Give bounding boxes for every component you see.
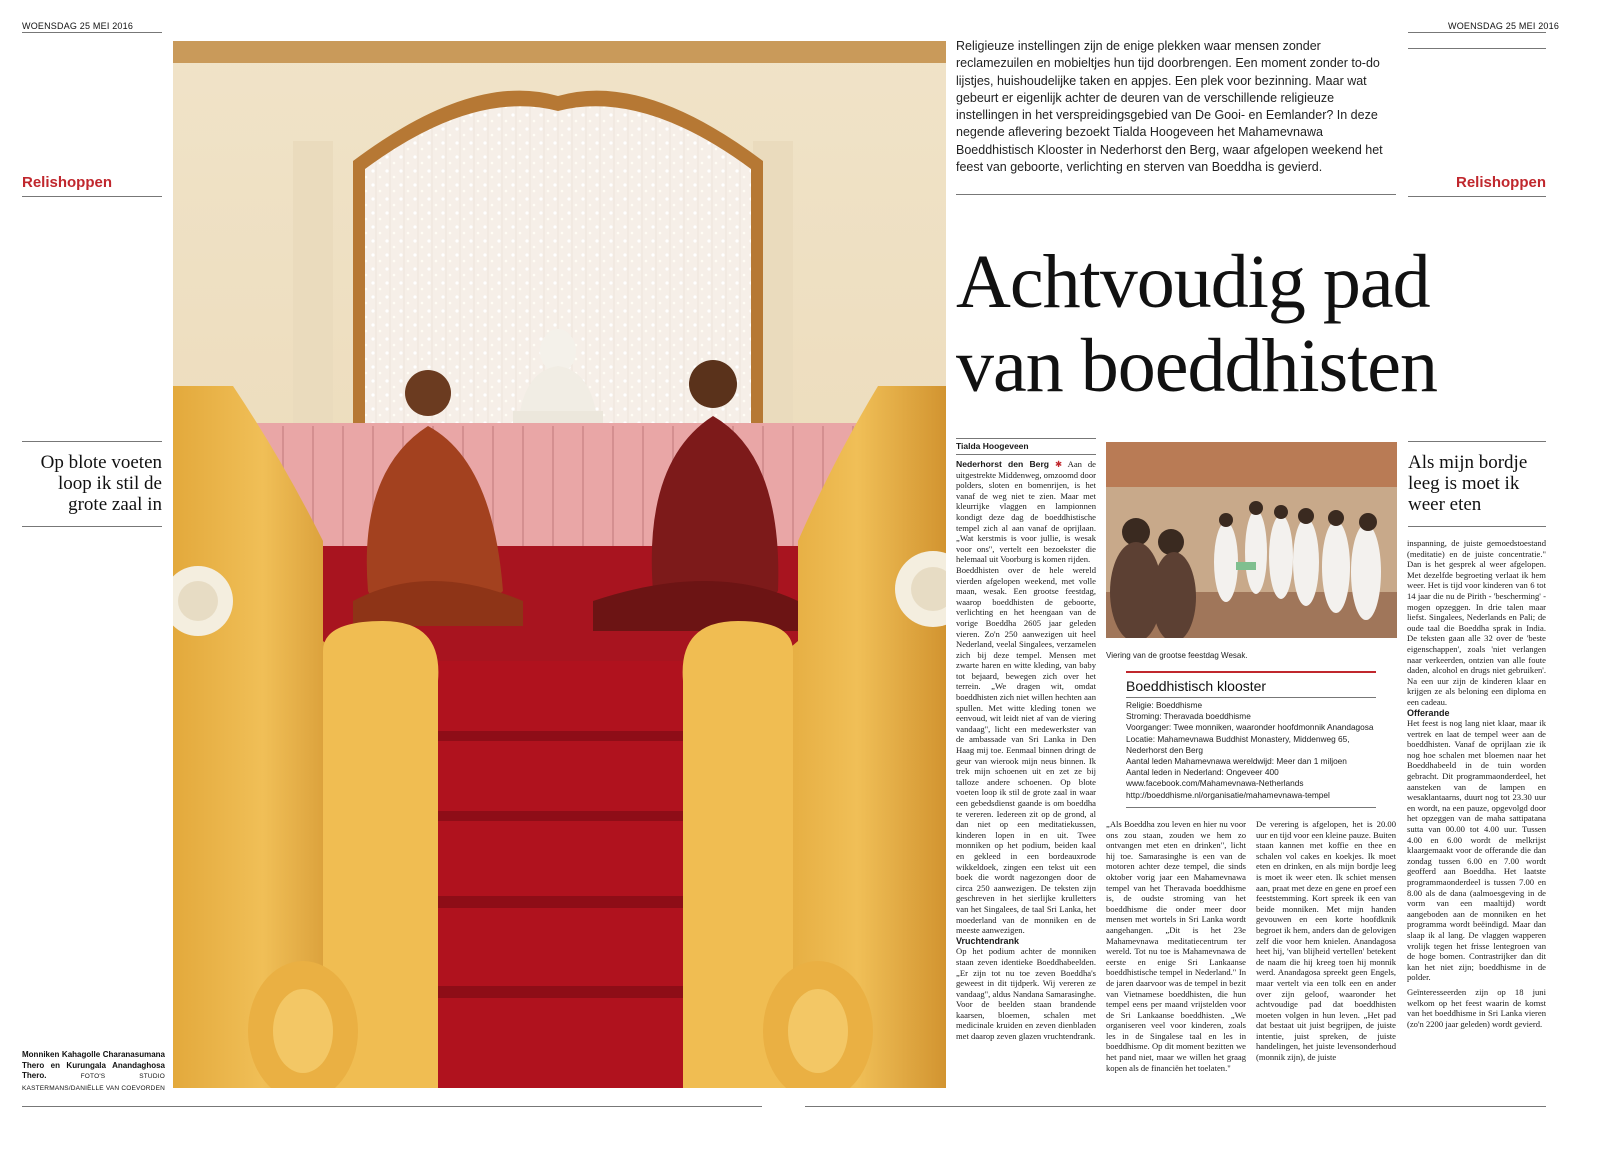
ceremony-photo-caption: Viering van de grootse feestdag Wesak. — [1106, 651, 1248, 660]
subheading-offerande: Offerande — [1407, 707, 1450, 718]
header-divider-left — [22, 32, 162, 33]
headline — [956, 240, 1556, 408]
header-divider-right — [1408, 32, 1546, 33]
col4-paragraph-1: inspanning, de juiste gemoedstoestand (meditatie) en de juiste concentratie." Dan is het gesprek al weer afgelopen. Met dezelfde begroeting verlaat ik hem weer. Het is tijd voor kinderen van 6 tot 14 jaar die nu de Pirith - 'bescherming' - mogen opzeggen. In drie talen maar liefst. Singalees, Nederlands en Pali; de oude taal die Boeddha sprak in India. De teksten gaan alle 32 over de 'beste eigenschappen', zoals 'niet verlangen naar verkeerden, ontzien van alle foute daden, alcohol en drugs niet gebruiken'. Na een uur zijn de kinderen klaar en krijgen ze als beloning een diploma en een cadeau. — [1407, 538, 1546, 707]
info-box-list — [1126, 700, 1376, 801]
col1-paragraph-2: Boeddhisten over de hele wereld vierden afgelopen weekend, met volle maan, wesak. Een grootse feestdag, waarop boeddhisten de geboorte, verlichting en het heengaan van de vorige Boeddha 2605 jaar geleden vieren. Zo'n 250 aanwezigen uit heel Nederland, veelal Singalees, verzamelen zich bij deze tempel. Mensen met zwarte haren en witte kleding, van baby tot bejaard, bewegen zich over het terrein. „We dragen wit, omdat boeddhisten zich niet willen hechten aan spullen. Met witte kleding tonen we eenvoud, wit leidt niet af van de viering vandaag", licht een medewerkster van de ambassade van Sri Lanka in Den Haag mij toe. Eenmaal binnen dringt de geur van wierook mijn neus binnen. Ik trek mijn schoenen uit en zet ze bij talloze andere schoenen. Op blote voeten loop ik stil de grote zaal in waar een gebedsdienst gaande is om boeddha te vereren. Iedereen zit op de grond, al dan niet op een meditatiekussen, kinderen lopen in en uit. Twee monniken op het podium, beiden kaal en gekleed in een bordeauxrode wikkeldoek, zingen een tekst uit een boek die wordt nagezongen door de circa 250 aanwezigen. De teksten zijn geschreven in het sierlijke krulletters van het Singalees, de taal Sri Lanka, het moederland van de monniken en de meeste aanwezigen. — [956, 564, 1096, 936]
section-divider-right — [1408, 196, 1546, 197]
page-date-right: WOENSDAG 25 MEI 2016 — [1448, 21, 1560, 31]
col1-paragraph-1: Aan de uitgestrekte Middenweg, omzoomd door polders, sloten en bomenrijen, is het vanaf de weg niet te zien. Maar met kleurrijke vlaggen en lampionnen kondigt deze dag de boeddhistische tempel zich al aan vanaf de oprijlaan. „Wat kerstmis is voor jullie, is wesak voor ons", vertelt een bezoekster die helemaal uit Voorburg is komen rijden. — [956, 459, 1096, 565]
main-photo-caption — [22, 1050, 165, 1094]
header-divider-right-2 — [1408, 48, 1546, 49]
footer-rule-right — [805, 1106, 1546, 1107]
col3-text: De verering is afgelopen, het is 20.00 uur en tijd voor een kleine pauze. Buiten staan kannen met koffie en thee en schalen vol cakes en koekjes. Ik moet eten en drinken, en als mijn bordje leeg is moet ik weer eten. Ik schiet mensen aan, praat met deze en gene en proef een feeststemming. Kort spreek ik een van beide monniken. Met mijn handen gevouwen en een korte hoofdknik begroet ik hem, anders dan de gelovigen zelf die voor hem knielen. Anandagosa heet hij, 'van blijheid vertellen' betekent de naam die hij kreeg toen hij monnik werd. Anandagosa spreekt geen Engels, maar vertelt via een tolk een en ander over zijn geloof, waaronder het achtvoudige pad dat boeddhisten moeten volgen in hun leven. „Het pad dat bestaat uit juist begrijpen, de juiste intentie, juist spreken, de juiste handelingen, het juiste levensonderhoud (monnik zijn), de juiste — [1256, 819, 1396, 1063]
pull-quote-rule-bottom-left — [22, 526, 162, 527]
main-photo-caption-text: Monniken Kahagolle Charanasumana Thero en Kurungala Anandaghosa Thero. — [22, 1050, 165, 1080]
info-box-rule-bottom — [1126, 807, 1376, 808]
pull-quote-rule-top-right — [1408, 441, 1546, 442]
info-line-voorganger: Voorganger: Twee monniken, waaronder hoofdmonnik Anandagosa — [1126, 722, 1374, 733]
info-line-stroming: Stroming: Theravada boeddhisme — [1126, 711, 1251, 722]
page-date-left: WOENSDAG 25 MEI 2016 — [22, 21, 134, 31]
subheading-vruchtendrank: Vruchtendrank — [956, 935, 1020, 946]
ceremony-photo — [1106, 442, 1397, 638]
info-box-rule-top — [1126, 671, 1376, 673]
byline: Tialda Hoogeveen — [956, 441, 1029, 451]
dateline: Nederhorst den Berg — [956, 459, 1050, 469]
byline-rule-bottom — [956, 454, 1096, 455]
headline-line-2: van boeddhisten — [956, 324, 1438, 408]
section-divider-left — [22, 196, 162, 197]
pull-quote-rule-bottom-right — [1408, 526, 1546, 527]
article-column-4 — [1407, 538, 1546, 1089]
headline-line-1: Achtvoudig pad — [956, 240, 1430, 324]
col4-paragraph-3: Geïnteresseerden zijn op 18 juni welkom op het feest waarin de komst van het boeddhisme in Sri Lanka vieren (zo'n 2200 jaar geleden) wordt gevierd. — [1407, 986, 1546, 1029]
byline-rule — [956, 438, 1096, 439]
article-column-3 — [1256, 819, 1396, 1089]
main-photo — [173, 41, 946, 1088]
article-column-2 — [1106, 819, 1246, 1089]
info-link-website[interactable]: http://boeddhisme.nl/organisatie/mahamevnawa-tempel — [1126, 789, 1330, 800]
info-box-rule-middle — [1126, 697, 1376, 698]
intro-divider — [956, 194, 1396, 195]
article-column-1 — [956, 459, 1096, 1089]
pull-quote-right: Als mijn bordje leeg is moet ik weer eten — [1408, 452, 1528, 515]
col1-paragraph-3: Op het podium achter de monniken staan zeven identieke Boeddhabeelden. „Er zijn tot nu toe zeven Boeddha's geweest in dit tijdperk. Wij vereren ze vandaag", aldus Nandana Samarasinghe. Voor de beelden staan brandende kaarsen, bloemen, schalen met medicinale kruiden en zeven dienbladen met daarop zeven glazen vruchtendrank. — [956, 946, 1096, 1042]
dateline-star-icon: ✱ — [1054, 459, 1063, 469]
section-label-right: Relishoppen — [1455, 174, 1546, 191]
col2-text: „Als Boeddha zou leven en hier nu voor ons zou staan, zouden we hem zo ontvangen met eten en drinken", licht hij toe. Samarasinghe is een van de motoren achter deze tempel, die sinds oktober vorig jaar een Mahamevnawa tempel van het Theravada boeddhisme is, de oudste stroming van het boeddhisme die onder meer door mensen met wortels in Sri Lanka wordt aangehangen. „Dit is het 23e Mahamevnawa meditatiecentrum ter wereld. Tot nu toe is Mahamevnawa de eerste en enige Sri Lankaanse boeddhistische tempel in Nederland." In de jaren daarvoor was de tempel in bezit van Vietnamese boeddhisten, die hun tempel eens per maand vrijstelden voor de Sri Lankaanse boeddhisten. „We organiseren veel voor kinderen, zoals les in de Singalese taal en les in boeddhisme. Op dit moment bezitten we het pand niet, maar we willen het graag kopen als de financiën het toelaten." — [1106, 819, 1246, 1073]
col4-paragraph-2: Het feest is nog lang niet klaar, maar ik vertrek en laat de tempel weer aan de boeddhisten. Vanaf de oprijlaan zie ik nog hoe schalen met bloemen naar het Boeddhabeeld in de tuin worden gebracht. Dit programmaonderdeel, het aansteken van de lampen en wesaklantaarns, duurt nog tot 23.30 uur en wordt, na een pauze, opgevolgd door het opzeggen van de maha sattipatana sutta van 00.00 tot 4.00 uur. Tussen 4.00 en 6.00 wordt de melkrijst klaargemaakt voor de offerande die dan zondag tussen 6.00 en 7.00 wordt geofferd aan Boeddha. Het laatste programmaonderdeel is tussen 7.00 en 8.00 als de dana (aalmoesgeving in de vorm van een maaltijd) wordt aangeboden aan de monniken en het programma wordt beëindigd. Maar dan slaap ik al lang. De vlaggen wapperen vrolijk tegen het frisse lentegroen van de hoge bomen. Contrastrijker dan dit kan het niet zijn; boeddhisme in de polder. — [1407, 718, 1546, 983]
footer-rule-left — [22, 1106, 762, 1107]
info-line-leden-nederland: Aantal leden in Nederland: Ongeveer 400 — [1126, 767, 1279, 778]
info-line-religie: Religie: Boeddhisme — [1126, 700, 1203, 710]
section-label-left: Relishoppen — [22, 174, 113, 191]
pull-quote-rule-top-left — [22, 441, 162, 442]
info-link-facebook[interactable]: www.facebook.com/Mahamevnawa-Netherlands — [1126, 778, 1304, 789]
pull-quote-left: Op blote voeten loop ik stil de grote zaal in — [40, 452, 162, 515]
intro-text: Religieuze instellingen zijn de enige plekken waar mensen zonder reclamezuilen en mobieltjes hun tijd doorbrengen. Een moment zonder to-do lijstjes, huishoudelijke taken en appjes. Een plek voor bezinning. Maar wat gebeurt er eigenlijk achter de deuren van de verschillende religieuze instellingen in het verspreidingsgebied van De Gooi- en Eemlander? In deze negende aflevering bezoekt Tialda Hoogeveen het Mahamevnawa Boeddhistisch Klooster in Nederhorst den Berg, waar afgelopen weekend het feest van geboorte, verlichting en sterven van Boeddha is gevierd. — [956, 39, 1383, 175]
info-box-title: Boeddhistisch klooster — [1126, 678, 1267, 694]
info-line-leden-wereldwijd: Aantal leden Mahamevnawa wereldwijd: Meer dan 1 miljoen — [1126, 756, 1347, 767]
info-line-locatie: Locatie: Mahamevnawa Buddhist Monastery, Middenweg 65, Nederhorst den Berg — [1126, 733, 1350, 755]
main-photo-credit: FOTO'S STUDIO KASTERMANS/DANIËLLE VAN COEVORDEN — [22, 1073, 166, 1092]
